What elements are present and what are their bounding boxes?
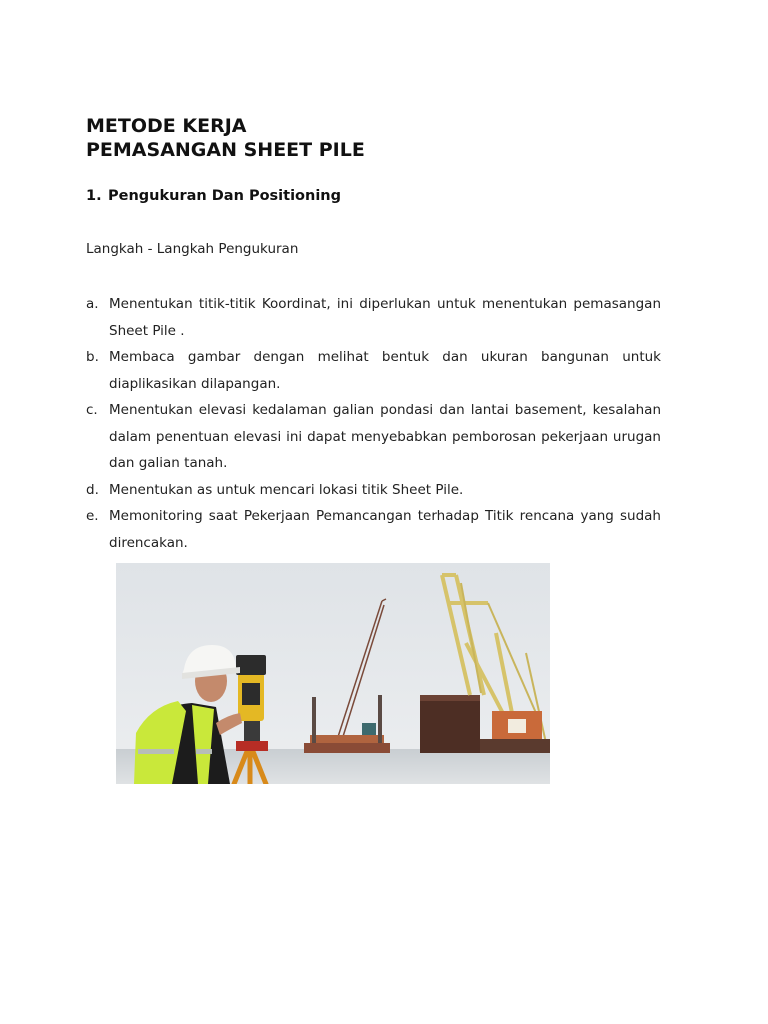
list-marker: d.	[86, 481, 99, 498]
list-item	[86, 503, 661, 556]
surveyor-photo	[116, 563, 550, 784]
list-item-text: Menentukan titik-titik Koordinat, ini diperlukan untuk menentukan pemasangan Sheet Pile .	[109, 296, 661, 339]
section-number: 1.	[86, 188, 102, 204]
section-title: Pengukuran Dan Positioning	[108, 188, 341, 204]
list-item-text: Memonitoring saat Pekerjaan Pemancangan terhadap Titik rencana yang sudah direncakan.	[109, 508, 661, 551]
list-item-text: Menentukan as untuk mencari lokasi titik Sheet Pile.	[109, 481, 464, 498]
list-marker: e.	[86, 508, 99, 524]
document-title	[86, 114, 365, 162]
list-item-text: Membaca gambar dengan melihat bentuk dan ukuran bangunan untuk diaplikasikan dilapangan.	[109, 349, 661, 392]
list-marker: a.	[86, 296, 99, 312]
list-item	[86, 397, 661, 477]
list-item	[86, 477, 661, 504]
list-marker: b.	[86, 349, 99, 365]
title-line-2: PEMASANGAN SHEET PILE	[86, 139, 365, 161]
section-heading	[86, 186, 341, 206]
title-line-1: METODE KERJA	[86, 115, 247, 137]
list-item	[86, 344, 661, 397]
intro-text: Langkah - Langkah Pengukuran	[86, 241, 299, 257]
list-item-text: Menentukan elevasi kedalaman galian pondasi dan lantai basement, kesalahan dalam penentuan elevasi ini dapat menyebabkan pemborosan pekerjaan urugan dan galian tanah.	[109, 402, 661, 471]
list-item	[86, 291, 661, 344]
list-marker: c.	[86, 402, 98, 418]
steps-list	[86, 291, 661, 556]
